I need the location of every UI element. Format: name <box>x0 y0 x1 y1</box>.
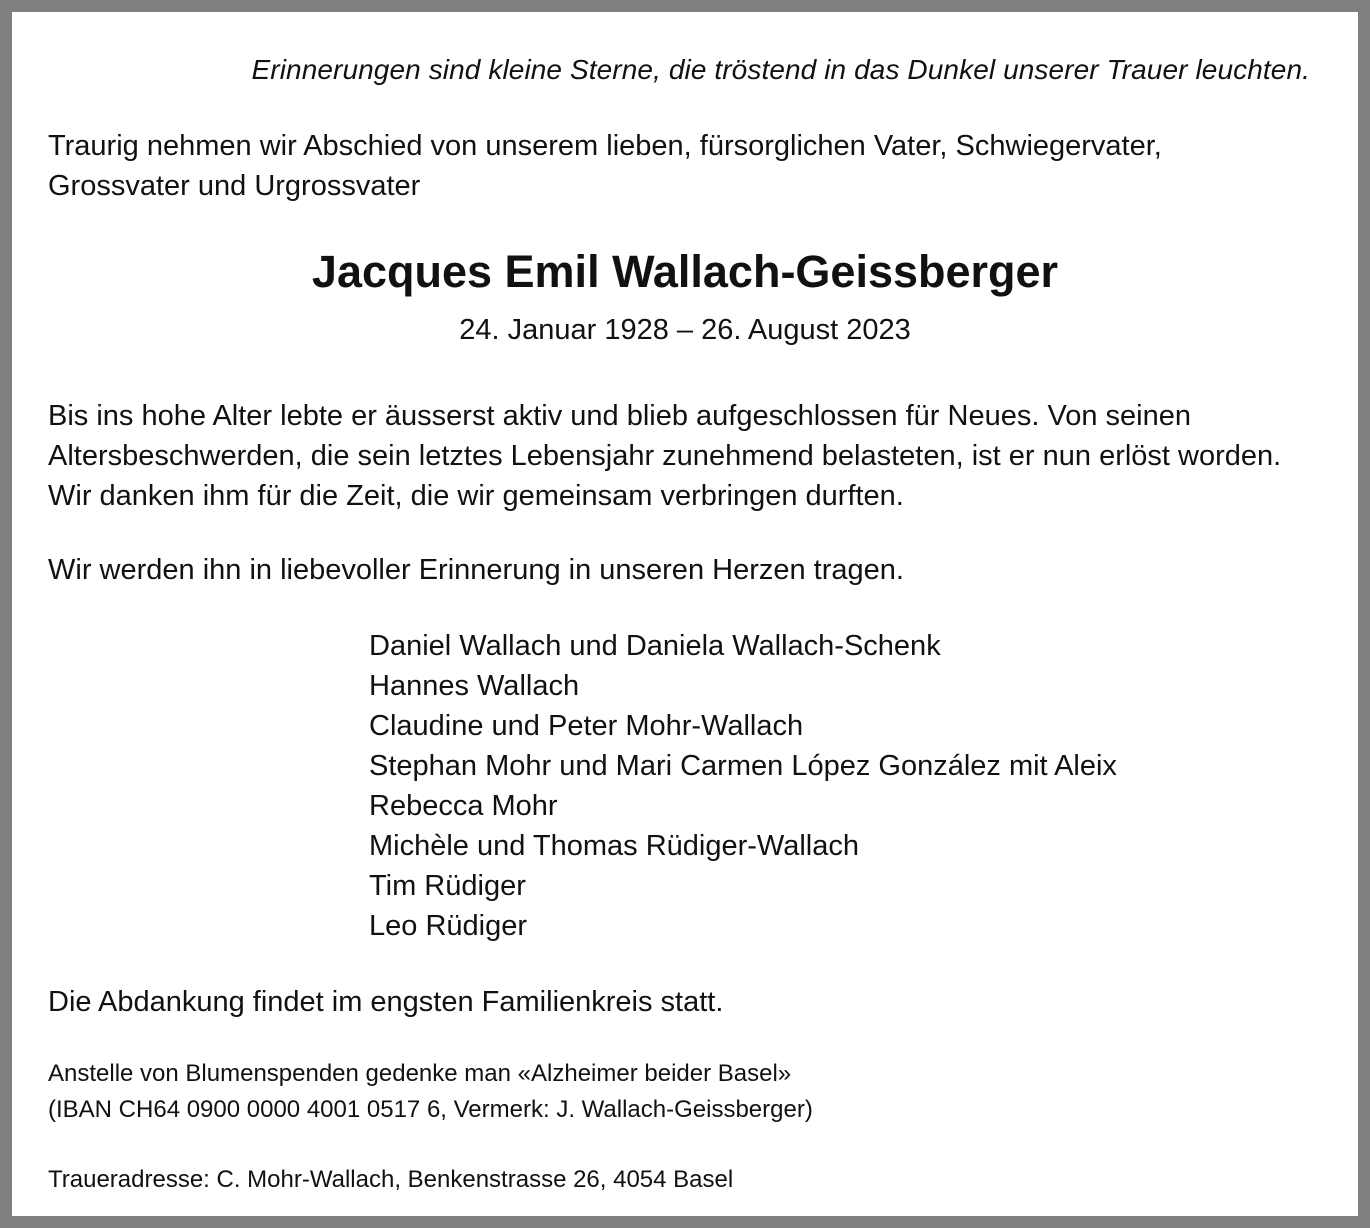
mourner-item: Rebecca Mohr <box>369 790 558 822</box>
mourners-list <box>369 626 1117 946</box>
remembrance-text: Wir werden ihn in liebevoller Erinnerung in unseren Herzen tragen. <box>48 554 904 586</box>
funeral-note: Die Abdankung findet im engsten Familienkreis statt. <box>48 986 724 1018</box>
intro-text: Traurig nehmen wir Abschied von unserem lieben, fürsorglichen Vater, Schwiegervater, Grossvater und Urgrossvater <box>48 130 1162 202</box>
mourner-item: Tim Rüdiger <box>369 870 526 902</box>
mourner-item: Daniel Wallach und Daniela Wallach-Schenk <box>369 630 941 662</box>
mourner-item: Hannes Wallach <box>369 670 580 702</box>
donation-iban: (IBAN CH64 0900 0000 4001 0517 6, Vermerk: J. Wallach-Geissberger) <box>48 1096 813 1123</box>
deceased-name: Jacques Emil Wallach-Geissberger <box>311 246 1059 297</box>
donation-info <box>48 1056 813 1128</box>
mourning-address: Traueradresse: C. Mohr-Wallach, Benkenstrasse 26, 4054 Basel <box>48 1166 734 1193</box>
mourner-item: Stephan Mohr und Mari Carmen López González mit Aleix <box>369 750 1117 782</box>
life-dates: 24. Januar 1928 – 26. August 2023 <box>459 314 911 346</box>
mourner-item: Leo Rüdiger <box>369 910 527 942</box>
obituary-notice <box>12 12 1358 1216</box>
mourner-item: Michèle und Thomas Rüdiger-Wallach <box>369 830 859 862</box>
motto-quote: Erinnerungen sind kleine Sterne, die tröstend in das Dunkel unserer Trauer leuchten. <box>251 54 1310 85</box>
biography-text: Bis ins hohe Alter lebte er äusserst aktiv und blieb aufgeschlossen für Neues. Von seinen Altersbeschwerden, die sein letztes Lebensjahr zunehmend belasteten, ist er nun erlöst worden. Wir danken ihm für die Zeit, die wir gemeinsam verbringen durften. <box>48 400 1282 512</box>
mourner-item: Claudine und Peter Mohr-Wallach <box>369 710 804 742</box>
donation-line: Anstelle von Blumenspenden gedenke man «Alzheimer beider Basel» <box>48 1060 792 1087</box>
